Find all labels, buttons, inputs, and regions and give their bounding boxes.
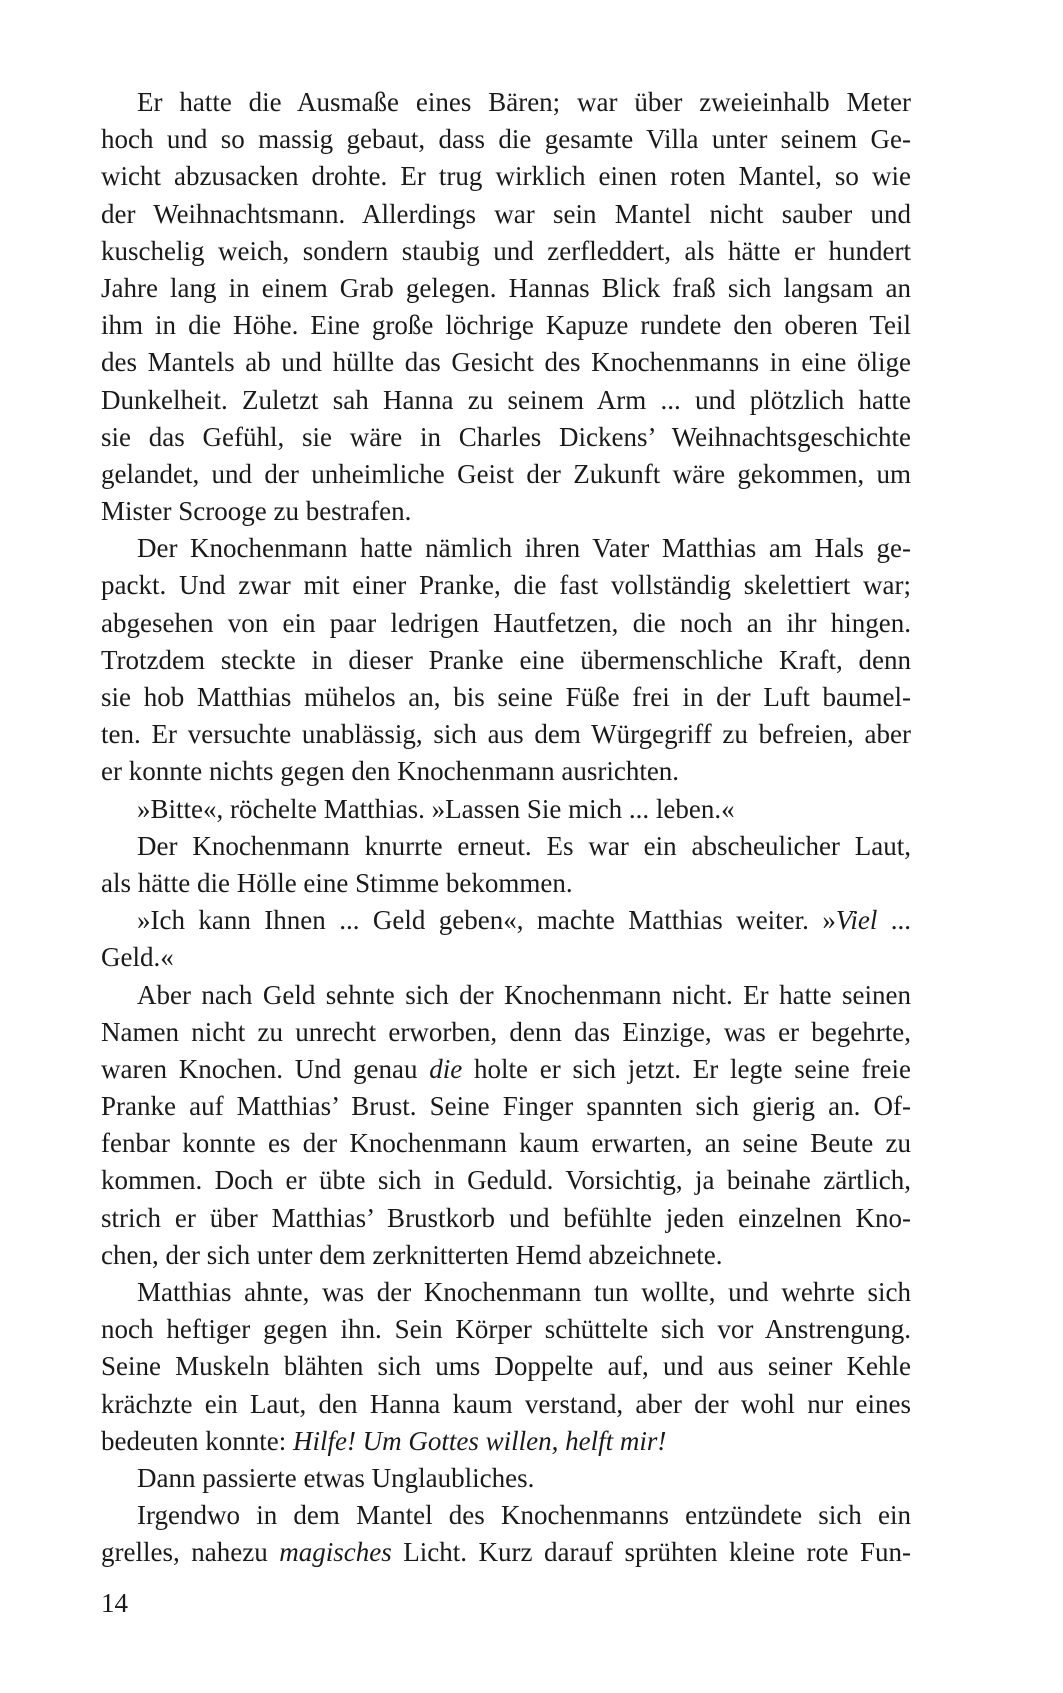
text-segment: Licht. Kurz darauf sprühten kleine rote Fun- (391, 1537, 912, 1568)
text-segment: packt. Und zwar mit einer Pranke, die fast vollständig skelettiert war; (101, 570, 911, 601)
text-line (101, 158, 911, 195)
text-line (101, 1311, 911, 1348)
text-segment: gelandet, und der unheimliche Geist der Zukunft wäre gekommen, um (101, 458, 911, 489)
text-line (101, 1274, 911, 1311)
text-segment: grelles, nahezu (101, 1537, 280, 1568)
text-line (101, 716, 911, 753)
text-segment: krächzte ein Laut, den Hanna kaum verstand, aber der wohl nur eines (101, 1388, 911, 1419)
text-line (101, 679, 911, 716)
text-line (101, 344, 911, 381)
text-line (101, 1014, 911, 1051)
text-segment: des Mantels ab und hüllte das Gesicht des Knochenmanns in eine ölige (101, 347, 911, 378)
text-line (101, 419, 911, 456)
text-segment: waren Knochen. Und genau (101, 1053, 430, 1084)
text-segment: Pranke auf Matthias’ Brust. Seine Finger spannten sich gierig an. Of- (101, 1091, 911, 1122)
text-segment: Der Knochenmann knurrte erneut. Es war ein abscheulicher Laut, (137, 830, 911, 861)
text-line (101, 84, 911, 121)
text-segment: holte er sich jetzt. Er legte seine freie (462, 1053, 912, 1084)
text-line (101, 1497, 911, 1534)
body-text (101, 84, 911, 1572)
text-line (101, 530, 911, 567)
text-line (101, 1460, 911, 1497)
text-line (101, 1088, 911, 1125)
text-line (101, 196, 911, 233)
text-segment: ten. Er versuchte unablässig, sich aus dem Würgegriff zu befreien, aber (101, 719, 911, 750)
text-segment: »Ich kann Ihnen ... Geld geben«, machte Matthias weiter. » (137, 905, 836, 936)
text-segment: er konnte nichts gegen den Knochenmann ausrichten. (101, 756, 680, 787)
text-line (101, 493, 911, 530)
text-segment: Geld.« (101, 942, 174, 973)
text-line (101, 1237, 911, 1274)
text-segment: »Bitte«, röchelte Matthias. »Lassen Sie mich ... leben.« (137, 793, 735, 824)
text-segment: der Weihnachtsmann. Allerdings war sein Mantel nicht sauber und (101, 198, 911, 229)
text-segment: strich er über Matthias’ Brustkorb und befühlte jeden einzelnen Kno- (101, 1202, 911, 1233)
text-line (101, 1534, 911, 1571)
text-line (101, 233, 911, 270)
text-segment: Der Knochenmann hatte nämlich ihren Vater Matthias am Hals ge- (137, 533, 911, 564)
text-segment: bedeuten konnte: (101, 1425, 293, 1456)
text-segment: Aber nach Geld sehnte sich der Knochenmann nicht. Er hatte seinen (137, 979, 911, 1010)
text-line (101, 1125, 911, 1162)
text-line (101, 1200, 911, 1237)
text-segment: chen, der sich unter dem zerknitterten Hemd abzeichnete. (101, 1239, 723, 1270)
text-segment: wicht abzusacken drohte. Er trug wirklich einen roten Mantel, so wie (101, 161, 911, 192)
text-line (101, 456, 911, 493)
text-segment: sie hob Matthias mühelos an, bis seine Füße frei in der Luft baumel- (101, 682, 911, 712)
text-line (101, 753, 911, 790)
text-line (101, 828, 911, 865)
text-segment: abgesehen von ein paar ledrigen Hautfetzen, die noch an ihr hingen. (101, 607, 911, 638)
text-line (101, 1423, 911, 1460)
text-line (101, 865, 911, 902)
text-segment: ihm in die Höhe. Eine große löchrige Kapuze rundete den oberen Teil (101, 310, 911, 341)
italic-text: Hilfe! Um Gottes willen, helft mir! (292, 1425, 667, 1456)
text-segment: kommen. Doch er übte sich in Geduld. Vorsichtig, ja beinahe zärtlich, (101, 1165, 911, 1196)
text-line (101, 382, 911, 419)
text-line (101, 977, 911, 1014)
text-line (101, 270, 911, 307)
italic-text: Viel (835, 905, 878, 936)
text-segment: Trotzdem steckte in dieser Pranke eine übermenschliche Kraft, denn (101, 644, 911, 675)
italic-text: die (429, 1053, 463, 1084)
text-segment: ... (877, 905, 911, 936)
text-segment: als hätte die Hölle eine Stimme bekommen. (101, 867, 573, 898)
text-segment: Er hatte die Ausmaße eines Bären; war über zweieinhalb Meter (137, 87, 911, 117)
italic-text: magisches (279, 1537, 392, 1568)
text-segment: Jahre lang in einem Grab gelegen. Hannas Blick fraß sich langsam an (101, 272, 911, 303)
text-segment: Dann passierte etwas Unglaubliches. (137, 1462, 535, 1493)
text-line (101, 902, 911, 939)
text-segment: Seine Muskeln blähten sich ums Doppelte auf, und aus seiner Kehle (101, 1351, 911, 1382)
text-segment: fenbar konnte es der Knochenmann kaum erwarten, an seine Beute zu (101, 1128, 911, 1159)
text-segment: sie das Gefühl, sie wäre in Charles Dickens’ Weihnachtsgeschichte (101, 421, 911, 452)
text-segment: Irgendwo in dem Mantel des Knochenmanns entzündete sich ein (137, 1500, 911, 1531)
text-line (101, 567, 911, 604)
text-line (101, 1051, 911, 1088)
text-line (101, 1162, 911, 1199)
text-line (101, 121, 911, 158)
text-line (101, 791, 911, 828)
text-line (101, 1348, 911, 1385)
text-line (101, 642, 911, 679)
page-number: 14 (101, 1588, 128, 1618)
text-line (101, 1386, 911, 1423)
text-segment: hoch und so massig gebaut, dass die gesamte Villa unter seinem Ge- (101, 124, 911, 155)
text-line (101, 605, 911, 642)
text-segment: Namen nicht zu unrecht erworben, denn das Einzige, was er begehrte, (101, 1016, 911, 1047)
text-segment: noch heftiger gegen ihn. Sein Körper schüttelte sich vor Anstrengung. (101, 1314, 911, 1345)
text-segment: Dunkelheit. Zuletzt sah Hanna zu seinem Arm ... und plötzlich hatte (101, 384, 911, 415)
text-line (101, 939, 911, 976)
text-segment: Mister Scrooge zu bestrafen. (101, 496, 412, 527)
text-segment: Matthias ahnte, was der Knochenmann tun wollte, und wehrte sich (137, 1277, 911, 1307)
text-line (101, 307, 911, 344)
text-segment: kuschelig weich, sondern staubig und zerfleddert, als hätte er hundert (101, 235, 911, 266)
